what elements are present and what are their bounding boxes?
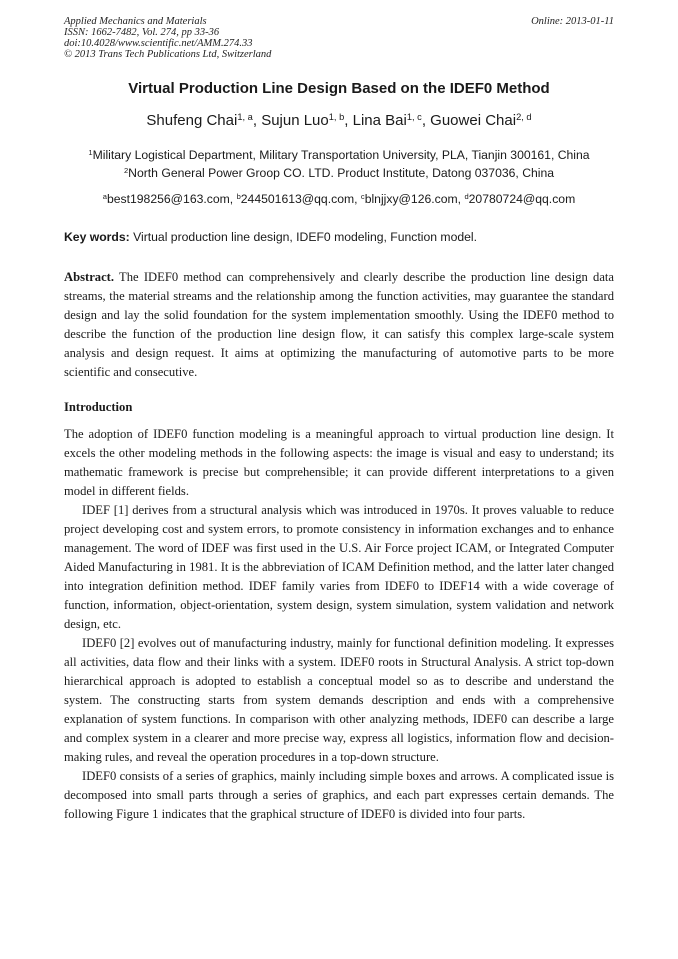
- introduction-body: [64, 425, 614, 824]
- author-name: Shufeng Chai: [146, 112, 238, 129]
- paragraph: IDEF0 consists of a series of graphics, mainly including simple boxes and arrows. A complicated issue is decomposed into small parts through a series of graphics, and each part expresses certain demands. The following Figure 1 indicates that the graphical structure of IDEF0 is divided into four parts.: [64, 769, 614, 821]
- abstract: [64, 268, 614, 382]
- section-heading: Introduction: [64, 400, 133, 414]
- author-list: Shufeng Chai$^{1, a}$, Sujun Luo$^{1, b}$, Lina Bai$^{1, c}$, Guowei Chai$^{2, d}$: [146, 111, 532, 129]
- author-name: Guowei Chai: [430, 112, 517, 129]
- email-text: 20780724@qq.com: [468, 192, 576, 206]
- paper-title: Virtual Production Line Design Based on the IDEF0 Method: [128, 80, 550, 97]
- author-sup: 2, d: [516, 111, 532, 122]
- email-sup: c: [360, 191, 365, 201]
- affiliation-text: Military Logistical Department, Military Transportation University, PLA, Tianjin 300161, China: [92, 148, 590, 162]
- email-list: $^a$best198256@163.com, $^b$244501613@qq.com, $^c$blnjjxy@126.com, $^d$20780724@qq.com: [102, 191, 576, 206]
- email-sup: b: [236, 191, 241, 201]
- online-date: Online: 2013-01-11: [531, 16, 614, 27]
- author-sup: 1, b: [328, 111, 345, 122]
- email-text: 244501613@qq.com: [240, 192, 355, 206]
- journal-name: Applied Mechanics and Materials: [64, 16, 207, 27]
- paragraph: The adoption of IDEF0 function modeling is a meaningful approach to virtual production line design. It excels the other modeling methods in the following aspects: the image is visual and easy to understand; its mathematic framework is precise but comprehensible; it can provide different interpretations to a given model in different fields.: [64, 427, 614, 498]
- copyright-line: © 2013 Trans Tech Publications Ltd, Switzerland: [64, 49, 272, 60]
- abstract-label: Abstract.: [64, 270, 115, 284]
- paragraph: IDEF0 [2] evolves out of manufacturing industry, mainly for functional definition modeling. It expresses all activities, data flow and their links with a system. IDEF0 roots in Structural Analysis. A strict top-down hierarchical approach is adopted to establish a conceptual model so as to describe and understand the system. The constructing starts from system demands description and ends with a comprehensive explanation of system functions. In comparison with other analyzing methods, IDEF0 can describe a large and complex system in a clearer and more precise way, express all logistics, information flow and decision-making rules, and reveal the operation procedures in a top-down structure.: [64, 636, 614, 764]
- abstract-text: The IDEF0 method can comprehensively and clearly describe the production line design data streams, the material streams and the relationship among the function activities, may guarantee the standard design and lay the solid foundation for the system implementation smoothly. Using the IDEF0 method to describe the function of the production line design flow, it can satisfy this complex large-scale system analysis and design request. It aims at optimizing the manufacturing of automotive parts to be more scientific and consecutive.: [64, 270, 615, 379]
- email-sup: a: [102, 191, 107, 201]
- affiliation-1: [0, 148, 678, 162]
- author-sup: 1, a: [237, 111, 253, 122]
- affiliation-sup: 1: [88, 147, 93, 157]
- author-name: Lina Bai: [352, 112, 407, 129]
- issn-line: ISSN: 1662-7482, Vol. 274, pp 33-36: [64, 27, 220, 38]
- email-text: blnjjxy@126.com: [364, 192, 458, 206]
- affiliation-sup: 2: [123, 165, 129, 175]
- doi-line: doi:10.4028/www.scientific.net/AMM.274.33: [64, 38, 253, 49]
- author-sup: 1, c: [406, 111, 422, 122]
- author-name: Sujun Luo: [261, 112, 329, 129]
- email-sup: d: [464, 191, 469, 201]
- affiliation-text: North General Power Groop CO. LTD. Product Institute, Datong 037036, China: [128, 166, 555, 180]
- affiliation-2: [0, 166, 678, 180]
- email-text: best198256@163.com: [106, 192, 230, 206]
- keywords-label: Key words:: [64, 230, 130, 244]
- keywords-text: Virtual production line design, IDEF0 modeling, Function model.: [133, 230, 478, 244]
- paragraph: IDEF [1] derives from a structural analysis which was introduced in 1970s. It proves valuable to reduce project developing cost and system errors, to promote consistency in information exchanges and to enhance management. The word of IDEF was first used in the U.S. Air Force project ICAM, or Integrated Computer Aided Manufacturing in 1981. It is the abbreviation of ICAM Definition method, and the latter later changed into integration definition method. IDEF family varies from IDEF0 to IDEF14 with a wide coverage of function, information, object-orientation, system design, system simulation, system validation and network design, etc.: [64, 503, 614, 631]
- keywords: [64, 230, 624, 244]
